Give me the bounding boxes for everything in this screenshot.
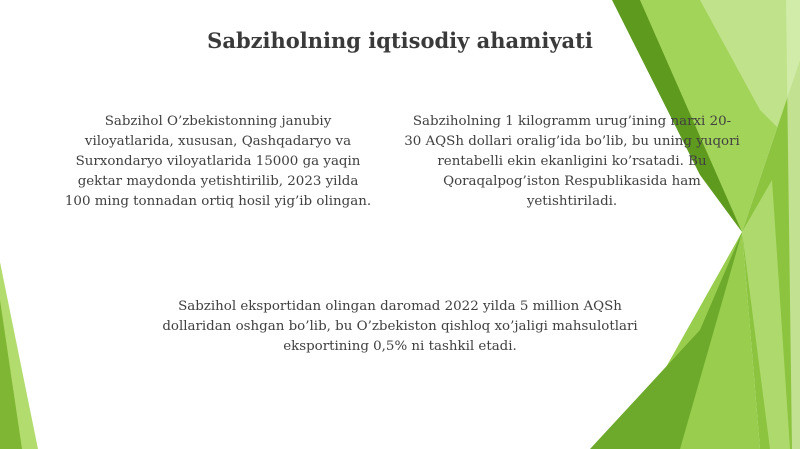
text-line: dollaridan oshgan bo’lib, bu O’zbekiston qishloq xo’jaligi mahsulotlari [162,319,638,334]
text-line: yetishtiriladi. [526,194,618,209]
paragraph-seed-price [392,112,752,212]
slide-title: Sabziholning iqtisodiy ahamiyati [207,28,593,53]
paragraph-export [128,297,672,357]
text-line: gektar maydonda yetishtirilib, 2023 yilda [77,174,359,189]
text-line: Sabzihol eksportidan olingan daromad 2022 yilda 5 million AQSh [178,299,622,314]
text-line: viloyatlarida, xususan, Qashqadaryo va [84,134,352,149]
text-line: 30 AQSh dollari oralig’ida bo’lib, bu uning yuqori [404,134,740,149]
text-line: eksportining 0,5% ni tashkil etadi. [283,339,517,354]
paragraph-cultivation [48,112,388,212]
text-line: Qoraqalpog’iston Respublikasida ham [443,174,701,189]
text-line: 100 ming tonnadan ortiq hosil yig’ib olingan. [64,194,372,209]
text-line: Sabziholning 1 kilogramm urug’ining narxi 20- [412,114,732,129]
text-line: Sabzihol O’zbekistonning janubiy [104,114,332,129]
text-line: Surxondaryo viloyatlarida 15000 ga yaqin [75,154,361,169]
text-line: rentabelli ekin ekanligini ko’rsatadi. Bu [437,154,707,169]
